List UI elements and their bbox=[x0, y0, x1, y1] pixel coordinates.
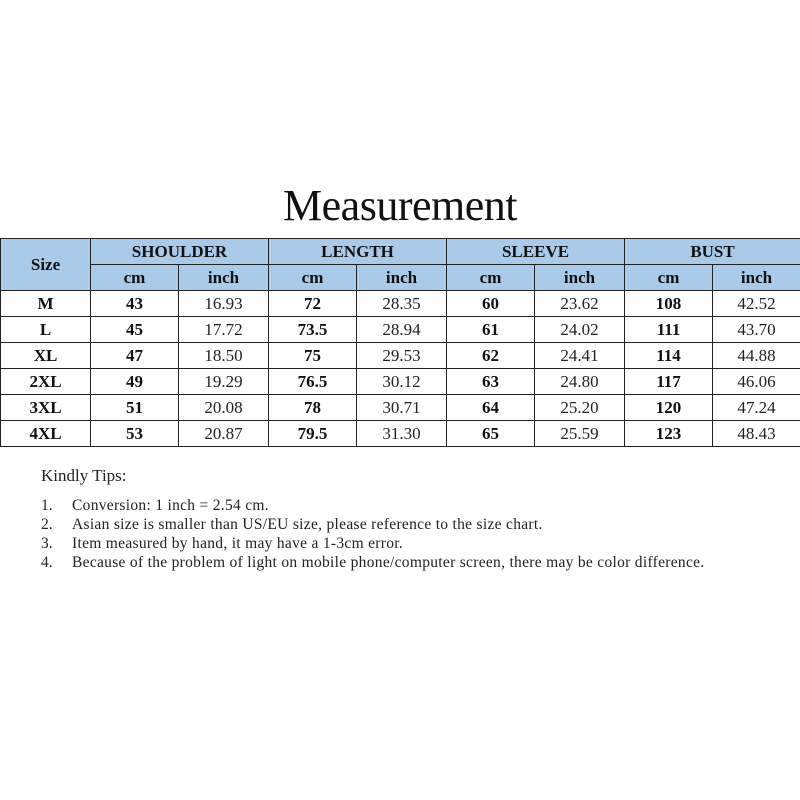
inch-cell: 28.94 bbox=[357, 317, 447, 343]
inch-cell: 24.80 bbox=[535, 369, 625, 395]
cm-cell: 47 bbox=[91, 343, 179, 369]
cm-cell: 53 bbox=[91, 421, 179, 447]
inch-cell: 23.62 bbox=[535, 291, 625, 317]
inch-cell: 44.88 bbox=[713, 343, 800, 369]
inch-cell: 19.29 bbox=[179, 369, 269, 395]
cm-cell: 64 bbox=[447, 395, 535, 421]
table-row bbox=[1, 421, 800, 447]
cm-cell: 111 bbox=[625, 317, 713, 343]
size-cell: 3XL bbox=[1, 395, 91, 421]
cm-cell: 72 bbox=[269, 291, 357, 317]
tip-number: 1. bbox=[41, 497, 53, 514]
cm-cell: 63 bbox=[447, 369, 535, 395]
tip-number: 3. bbox=[41, 535, 53, 552]
unit-inch: inch bbox=[713, 265, 800, 291]
inch-cell: 47.24 bbox=[713, 395, 800, 421]
inch-cell: 31.30 bbox=[357, 421, 447, 447]
cm-cell: 78 bbox=[269, 395, 357, 421]
tip-item bbox=[41, 534, 781, 553]
cm-cell: 61 bbox=[447, 317, 535, 343]
inch-cell: 29.53 bbox=[357, 343, 447, 369]
header-sleeve: SLEEVE bbox=[447, 239, 625, 265]
size-cell: 4XL bbox=[1, 421, 91, 447]
tip-item bbox=[41, 553, 781, 572]
inch-cell: 24.02 bbox=[535, 317, 625, 343]
inch-cell: 46.06 bbox=[713, 369, 800, 395]
unit-cm: cm bbox=[625, 265, 713, 291]
tip-item bbox=[41, 515, 781, 534]
table-row bbox=[1, 343, 800, 369]
cm-cell: 51 bbox=[91, 395, 179, 421]
unit-inch: inch bbox=[179, 265, 269, 291]
cm-cell: 75 bbox=[269, 343, 357, 369]
tip-text: Conversion: 1 inch = 2.54 cm. bbox=[72, 497, 269, 514]
tip-text: Item measured by hand, it may have a 1-3cm error. bbox=[72, 535, 404, 552]
inch-cell: 24.41 bbox=[535, 343, 625, 369]
table-row bbox=[1, 317, 800, 343]
inch-cell: 16.93 bbox=[179, 291, 269, 317]
unit-cm: cm bbox=[91, 265, 179, 291]
header-size: Size bbox=[1, 239, 91, 291]
inch-cell: 25.59 bbox=[535, 421, 625, 447]
table-row bbox=[1, 369, 800, 395]
size-cell: 2XL bbox=[1, 369, 91, 395]
unit-cm: cm bbox=[447, 265, 535, 291]
inch-cell: 28.35 bbox=[357, 291, 447, 317]
cm-cell: 123 bbox=[625, 421, 713, 447]
tip-text: Asian size is smaller than US/EU size, please reference to the size chart. bbox=[72, 516, 543, 533]
unit-inch: inch bbox=[357, 265, 447, 291]
tip-number: 2. bbox=[41, 516, 53, 533]
header-shoulder: SHOULDER bbox=[91, 239, 269, 265]
inch-cell: 48.43 bbox=[713, 421, 800, 447]
tips-list bbox=[41, 496, 781, 572]
cm-cell: 60 bbox=[447, 291, 535, 317]
cm-cell: 114 bbox=[625, 343, 713, 369]
inch-cell: 17.72 bbox=[179, 317, 269, 343]
tips-title: Kindly Tips: bbox=[41, 466, 127, 485]
cm-cell: 117 bbox=[625, 369, 713, 395]
cm-cell: 108 bbox=[625, 291, 713, 317]
cm-cell: 43 bbox=[91, 291, 179, 317]
cm-cell: 62 bbox=[447, 343, 535, 369]
cm-cell: 76.5 bbox=[269, 369, 357, 395]
table-row bbox=[1, 291, 800, 317]
unit-cm: cm bbox=[269, 265, 357, 291]
cm-cell: 49 bbox=[91, 369, 179, 395]
size-cell: L bbox=[1, 317, 91, 343]
header-bust: BUST bbox=[625, 239, 800, 265]
cm-cell: 45 bbox=[91, 317, 179, 343]
inch-cell: 25.20 bbox=[535, 395, 625, 421]
cm-cell: 120 bbox=[625, 395, 713, 421]
inch-cell: 43.70 bbox=[713, 317, 800, 343]
inch-cell: 30.71 bbox=[357, 395, 447, 421]
unit-inch: inch bbox=[535, 265, 625, 291]
header-length: LENGTH bbox=[269, 239, 447, 265]
size-cell: M bbox=[1, 291, 91, 317]
tip-item bbox=[41, 496, 781, 515]
cm-cell: 73.5 bbox=[269, 317, 357, 343]
page-title: Measurement bbox=[283, 181, 517, 230]
tip-text: Because of the problem of light on mobile phone/computer screen, there may be color difference. bbox=[72, 554, 705, 571]
inch-cell: 30.12 bbox=[357, 369, 447, 395]
inch-cell: 18.50 bbox=[179, 343, 269, 369]
table-row bbox=[1, 395, 800, 421]
size-chart-table bbox=[0, 238, 800, 447]
cm-cell: 79.5 bbox=[269, 421, 357, 447]
size-cell: XL bbox=[1, 343, 91, 369]
inch-cell: 42.52 bbox=[713, 291, 800, 317]
inch-cell: 20.87 bbox=[179, 421, 269, 447]
tips-section bbox=[41, 466, 781, 572]
tip-number: 4. bbox=[41, 554, 53, 571]
inch-cell: 20.08 bbox=[179, 395, 269, 421]
cm-cell: 65 bbox=[447, 421, 535, 447]
